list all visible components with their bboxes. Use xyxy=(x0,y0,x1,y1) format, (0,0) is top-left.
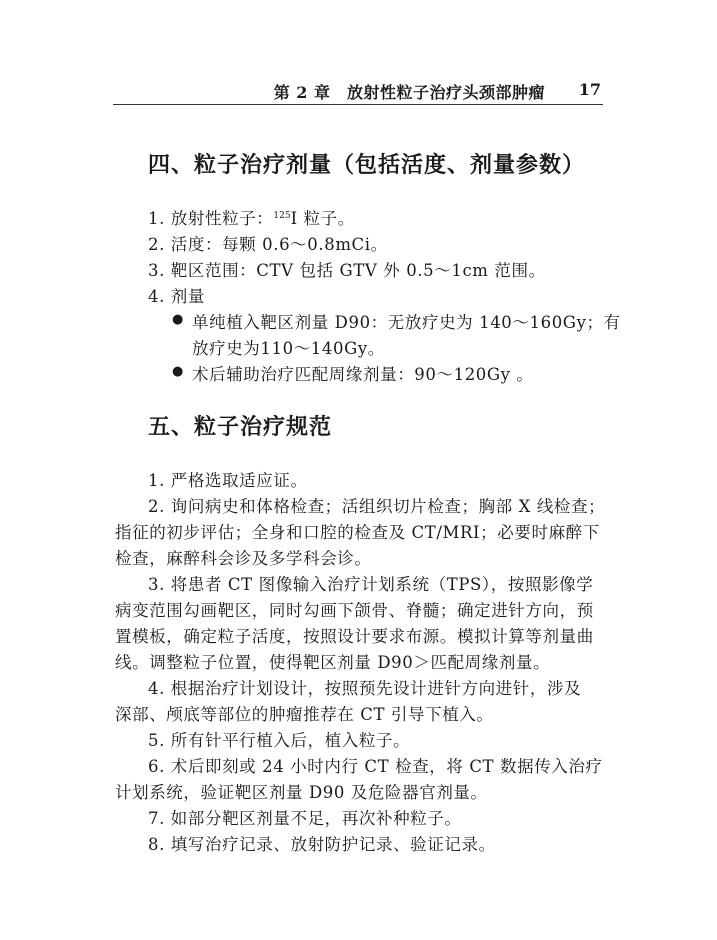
paragraph-line: 检查，麻醉科会诊及多学科会诊。 xyxy=(115,549,372,568)
bullet-postop-dose: 术后辅助治疗匹配周缘剂量：90～120Gy 。 xyxy=(192,365,534,384)
paragraph-line: 5. 所有针平行植入后，植入粒子。 xyxy=(148,731,411,750)
item-text: 1. 放射性粒子： xyxy=(148,209,274,228)
paragraph-line: 6. 术后即刻或 24 小时内行 CT 检查，将 CT 数据传入治疗 xyxy=(148,757,603,776)
section-heading-standards: 五、粒子治疗规范 xyxy=(148,414,333,440)
paragraph-line: 4. 根据治疗计划设计，按照预先设计进针方向进针，涉及 xyxy=(148,679,582,698)
section-heading-dosage: 四、粒子治疗剂量（包括活度、剂量参数） xyxy=(148,152,586,178)
paragraph-line: 病变范围勾画靶区，同时勾画下颌骨、脊髓；确定进针方向，预 xyxy=(115,601,594,620)
dosage-item-radioactive-seed xyxy=(148,205,355,229)
dosage-item-target-range: 3. 靶区范围：CTV 包括 GTV 外 0.5～1cm 范围。 xyxy=(148,261,546,280)
paragraph-line: 线。调整粒子位置，使得靶区剂量 D90＞匹配周缘剂量。 xyxy=(115,653,551,672)
running-header xyxy=(113,78,603,105)
paragraph-line: 指征的初步评估；全身和口腔的检查及 CT/MRI；必要时麻醉下 xyxy=(115,523,600,542)
paragraph-line: 计划系统，验证靶区剂量 D90 及危险器官剂量。 xyxy=(115,783,488,802)
paragraph-line: 7. 如部分靶区剂量不足，再次补种粒子。 xyxy=(148,809,462,828)
bullet-dose-line-2: 放疗史为110～140Gy。 xyxy=(192,339,385,358)
bullet-dose-line-1: 单纯植入靶区剂量 D90：无放疗史为 140～160Gy；有 xyxy=(192,313,621,332)
paragraph-line: 深部、颅底等部位的肿瘤推荐在 CT 引导下植入。 xyxy=(115,705,494,724)
isotope-mass-number: 125 xyxy=(273,211,291,221)
paragraph-line: 3. 将患者 CT 图像输入治疗计划系统（TPS），按照影像学 xyxy=(148,575,594,594)
paragraph-line: 置模板，确定粒子活度，按照设计要求布源。模拟计算等剂量曲 xyxy=(115,627,594,646)
dosage-item-dose: 4. 剂量 xyxy=(148,287,205,306)
page-number: 17 xyxy=(578,80,601,99)
item-text: I 粒子。 xyxy=(290,209,355,228)
paragraph-line: 8. 填写治疗记录、放射防护记录、验证记录。 xyxy=(148,835,496,854)
dosage-item-activity: 2. 活度：每颗 0.6～0.8mCi。 xyxy=(148,235,388,254)
paragraph-line: 1. 严格选取适应证。 xyxy=(148,471,308,490)
bullet-icon: ● xyxy=(172,364,184,379)
chapter-title: 第 2 章 放射性粒子治疗头颈部肿瘤 xyxy=(273,83,545,102)
bullet-icon: ● xyxy=(172,312,184,327)
paragraph-line: 2. 询问病史和体格检查；活组织切片检查；胸部 X 线检查； xyxy=(148,497,606,516)
